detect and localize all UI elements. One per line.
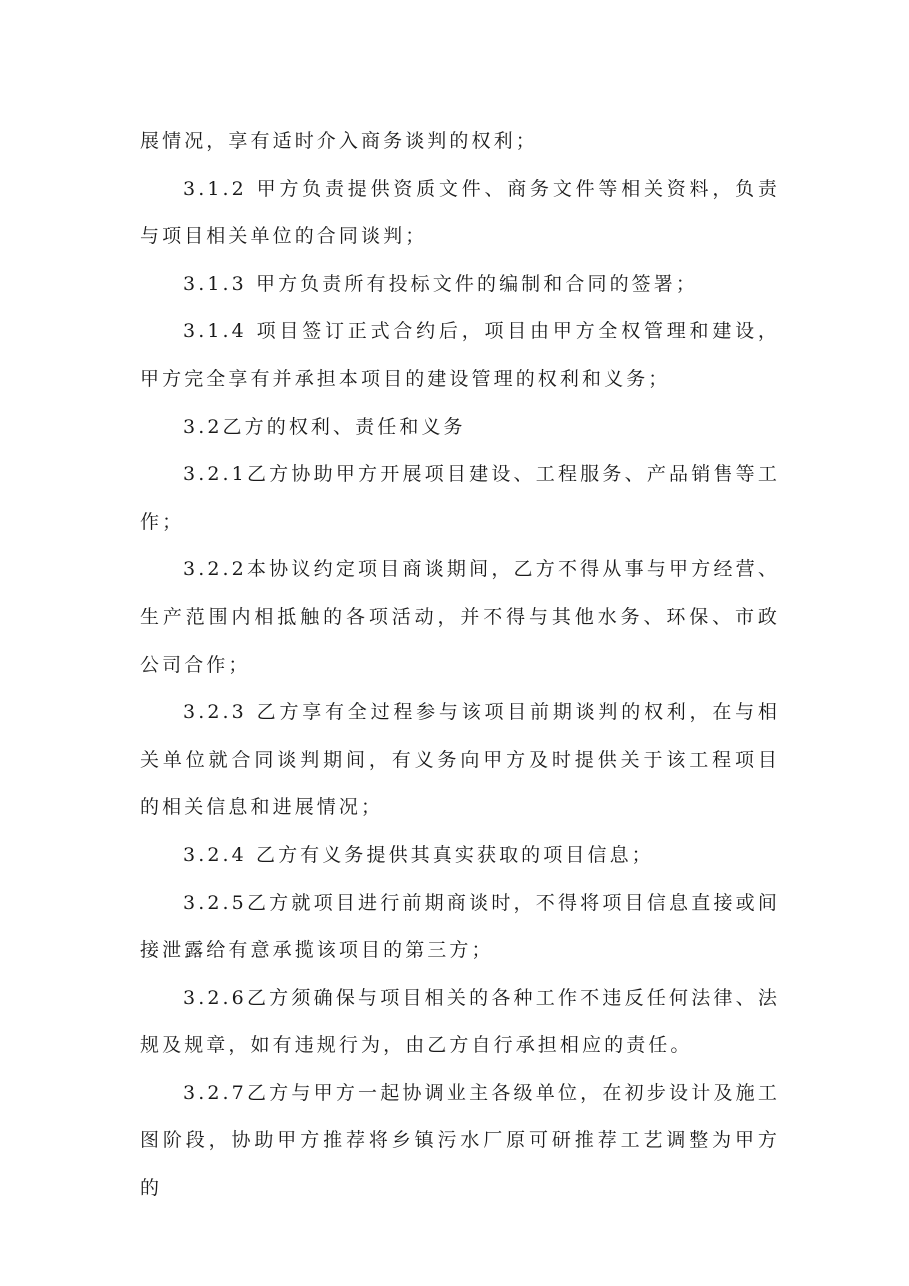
paragraph-continuation: 展情况，享有适时介入商务谈判的权利；: [140, 130, 538, 152]
paragraph-3-2-3: 3.2.3 乙方享有全过程参与该项目前期谈判的权利，在与相关单位就合同谈判期间，有义务向甲方及时提供关于该工程项目的相关信息和进展情况；: [140, 701, 780, 819]
section-heading-3-2: 3.2乙方的权利、责任和义务: [183, 415, 466, 438]
document-body: [140, 118, 780, 1213]
paragraph-3-2-7: 3.2.7乙方与甲方一起协调业主各级单位，在初步设计及施工图阶段，协助甲方推荐将乡镇污水厂原可研推荐工艺调整为甲方的: [140, 1081, 780, 1200]
paragraph-3-2-5: 3.2.5乙方就项目进行前期商谈时，不得将项目信息直接或间接泄露给有意承揽该项目的第三方；: [140, 891, 780, 962]
paragraph-3-1-3: 3.1.3 甲方负责所有投标文件的编制和合同的签署；: [183, 272, 698, 295]
paragraph-3-1-4: 3.1.4 项目签订正式合约后，项目由甲方全权管理和建设，甲方完全享有并承担本项目的建设管理的权利和义务；: [140, 320, 780, 390]
paragraph-3-2-6: 3.2.6乙方须确保与项目相关的各种工作不违反任何法律、法规及规章，如有违规行为，由乙方自行承担相应的责任。: [140, 986, 780, 1057]
paragraph-3-2-2: 3.2.2本协议约定项目商谈期间，乙方不得从事与甲方经营、生产范围内相抵触的各项活动，并不得与其他水务、环保、市政公司合作；: [140, 558, 780, 676]
paragraph-3-2-1: 3.2.1乙方协助甲方开展项目建设、工程服务、产品销售等工作；: [140, 463, 780, 533]
paragraph-3-1-2: 3.1.2 甲方负责提供资质文件、商务文件等相关资料，负责与项目相关单位的合同谈判；: [140, 177, 780, 248]
paragraph-3-2-4: 3.2.4 乙方有义务提供其真实获取的项目信息；: [183, 843, 654, 866]
